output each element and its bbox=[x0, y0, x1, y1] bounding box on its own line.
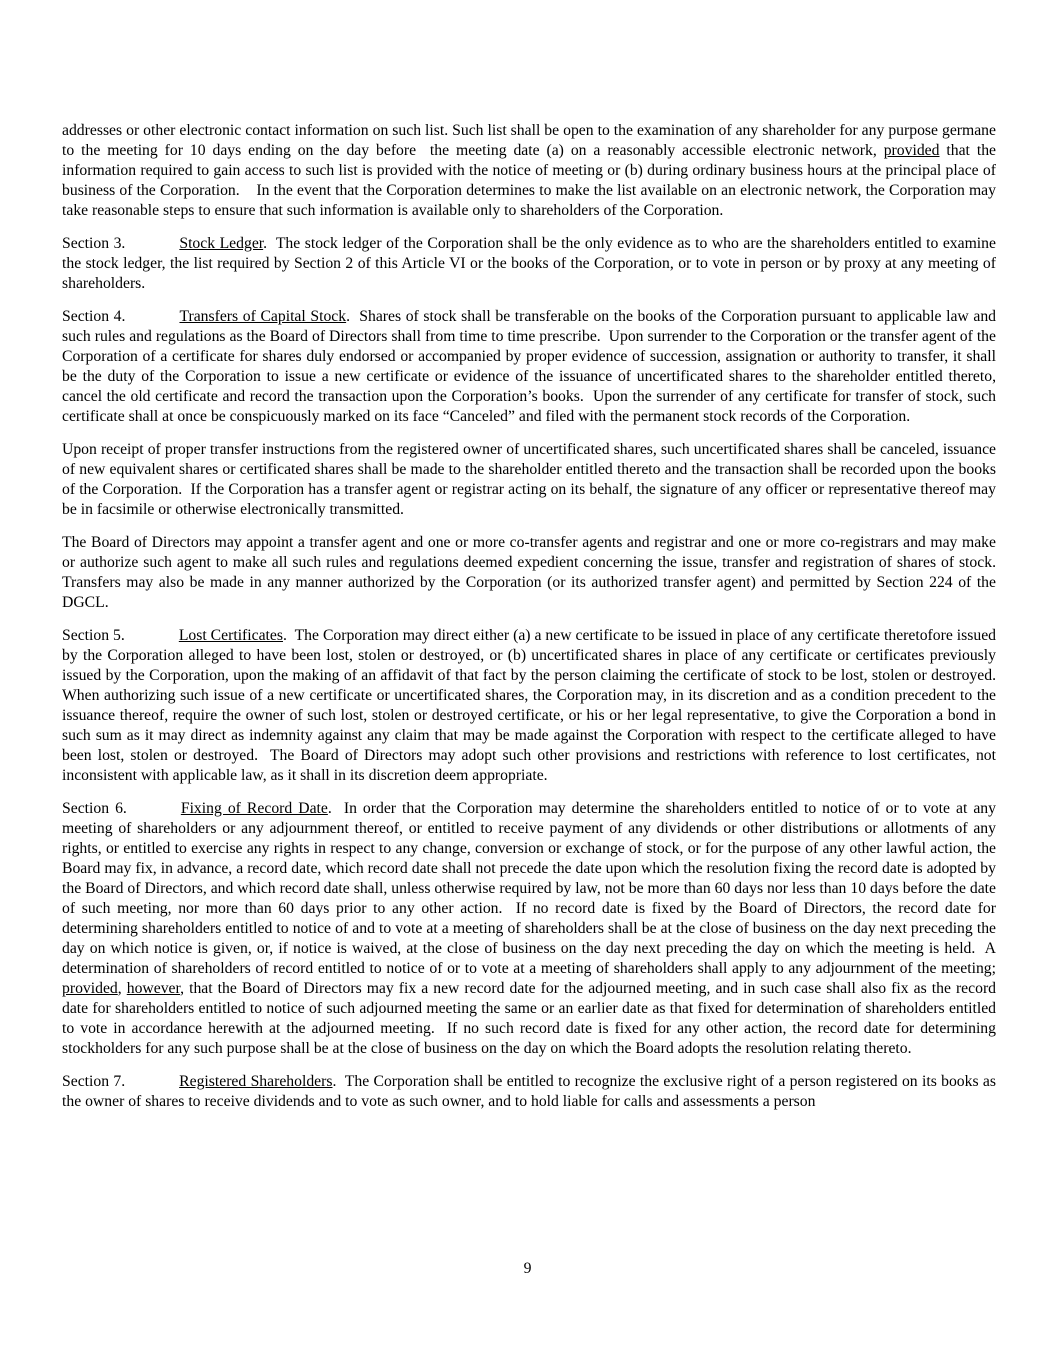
text-run: Section 7. bbox=[62, 1073, 126, 1090]
section-4-transfers-of-capital-stock bbox=[62, 307, 1000, 427]
text-run: . The Corporation shall be entitled to recognize the exclusive right of a person registered on its books as the owner of shares to receive dividends and to vote as such owner, and to hold liable for calls and assessments a person bbox=[62, 1073, 1000, 1110]
underlined-text: Stock Ledger bbox=[179, 235, 264, 252]
document-content bbox=[62, 121, 1004, 1125]
text-run: , that the Board of Directors may fix a new record date for the adjourned meeting, and in such case shall also fix as the record date for shareholders entitled to notice of such adjourned meeting the same or an earlier date as that fixed for determination of shareholders entitled to vote in accordance herewith at the adjourned meeting. If no such record date is fixed for any other action, the record date for determining stockholders for any such purpose shall be at the close of business on the day on which the Board adopts the resolution relating thereto. bbox=[62, 980, 1000, 1057]
underlined-text: Fixing of Record Date bbox=[180, 800, 328, 817]
text-run: that the information required to gain access to such list is provided with the notice of meeting or (b) during ordinary business hours at the principal place of business of the Corporation. In the event that the Corporation determines to make the list available on an electronic network, the Corporation may take reasonable steps to ensure that such information is available only to shareholders of the Corporation. bbox=[62, 142, 1000, 219]
text-run: addresses or other electronic contact information on such list. Such list shall be open to the examination of any shareholder for any purpose germane to the meeting for 10 days ending on the day before the meeting date (a) on a reasonably accessible electronic network, bbox=[62, 122, 1000, 159]
text-run: Section 6. bbox=[62, 800, 127, 817]
section-5-lost-certificates bbox=[62, 626, 1004, 786]
underlined-text: however bbox=[126, 980, 181, 997]
text-run: Section 4. bbox=[62, 308, 126, 325]
text-run: Upon receipt of proper transfer instructions from the registered owner of uncertificated shares, such uncertificated shares shall be canceled, issuance of new equivalent shares or certificated shares shall be made to the shareholder entitled thereto and the transaction shall be recorded upon the books of the Corporation. If the Corporation has a transfer agent or registrar acting on its behalf, the signature of any officer or representative thereof may be in facsimile or otherwise electronically transmitted. bbox=[62, 441, 1000, 518]
page-number: 9 bbox=[523, 1260, 532, 1277]
text-run: , bbox=[117, 980, 127, 997]
section-3-stock-ledger bbox=[62, 234, 1000, 294]
text-run: Section 5. bbox=[62, 627, 125, 644]
paragraph-transfer-agents bbox=[62, 533, 1004, 613]
underlined-text: Registered Shareholders bbox=[179, 1073, 333, 1090]
text-run: . The Corporation may direct either (a) a new certificate to be issued in place of any certificate theretofore issued by the Corporation alleged to have been lost, stolen or destroyed, or (b) uncertificated shares in place of any certificate or certificates previously issued by the Corporation, upon the making of an affidavit of that fact by the person claiming the certificate of stock to be lost, stolen or destroyed. When authorizing such issue of a new certificate or uncertificated shares, the Corporation may, in its discretion and as a condition precedent to the issuance thereof, require the owner of such lost, stolen or destroyed certificate, or his or her legal representative, to give the Corporation a bond in such sum as it may direct as indemnity against any claim that may be made against the Corporation with respect to the certificate alleged to have been lost, stolen or destroyed. The Board of Directors may adopt such other provisions and restrictions with reference to lost certificates, not inconsistent with applicable law, as it shall in its discretion deem appropriate. bbox=[62, 627, 1004, 784]
underlined-text: provided bbox=[62, 980, 118, 997]
text-run: The Board of Directors may appoint a transfer agent and one or more co-transfer agents and registrar and one or more co-registrars and may make or authorize such agent to make all such rules and regulations deemed expedient concerning the issue, transfer and registration of shares of stock. Transfers may also be made in any manner authorized by the Corporation (or its authorized transfer agent) and permitted by Section 224 of the DGCL. bbox=[62, 534, 1004, 611]
section-7-registered-shareholders bbox=[62, 1072, 1000, 1112]
section-6-fixing-of-record-date bbox=[62, 799, 1000, 1059]
paragraph-transfer-instructions bbox=[62, 440, 1000, 520]
text-run: . In order that the Corporation may determine the shareholders entitled to notice of or to vote at any meeting of shareholders or any adjournment thereof, or entitled to receive payment of any dividends or other distributions or allotments of any rights, or entitled to exercise any rights in respect to any change, conversion or exchange of stock, or for the purpose of any other lawful action, the Board may fix, in advance, a record date, which record date shall not precede the date upon which the resolution fixing the record date is adopted by the Board of Directors, and which record date shall, unless otherwise required by law, not be more than 60 days nor less than 10 days before the date of such meeting, nor more than 60 days prior to any other action. If no record date is fixed by the Board of Directors, the record date for determining shareholders entitled to notice of and to vote at a meeting of shareholders shall be at the close of business on the day next preceding the day on which notice is given, or, if notice is waived, at the close of business on the day next preceding the day on which the meeting is held. A determination of shareholders of record entitled to notice of or to vote at a meeting of shareholders shall apply to any adjournment of the meeting; bbox=[62, 800, 1000, 977]
text-run: . Shares of stock shall be transferable on the books of the Corporation pursuant to applicable law and such rules and regulations as the Board of Directors shall from time to time prescribe. Upon surrender to the Corporation or the transfer agent of the Corporation of a certificate for shares duly endorsed or accompanied by proper evidence of succession, assignation or authority to transfer, it shall be the duty of the Corporation to issue a new certificate or evidence of the issuance of uncertificated shares to the shareholder entitled thereto, cancel the old certificate and record the transaction upon the Corporation’s books. Upon the surrender of any certificate for transfer of stock, such certificate shall at once be conspicuously marked on its face “Canceled” and filed with the permanent stock records of the Corporation. bbox=[62, 308, 1000, 425]
text-run: Section 3. bbox=[62, 235, 126, 252]
paragraph-list-examination bbox=[62, 121, 1000, 221]
text-run: . The stock ledger of the Corporation shall be the only evidence as to who are the shareholders entitled to examine the stock ledger, the list required by Section 2 of this Article VI or the books of the Corporation, or to vote in person or by proxy at any meeting of shareholders. bbox=[62, 235, 1000, 292]
underlined-text: provided bbox=[883, 142, 940, 159]
underlined-text: Transfers of Capital Stock bbox=[179, 308, 347, 325]
underlined-text: Lost Certificates bbox=[178, 627, 283, 644]
